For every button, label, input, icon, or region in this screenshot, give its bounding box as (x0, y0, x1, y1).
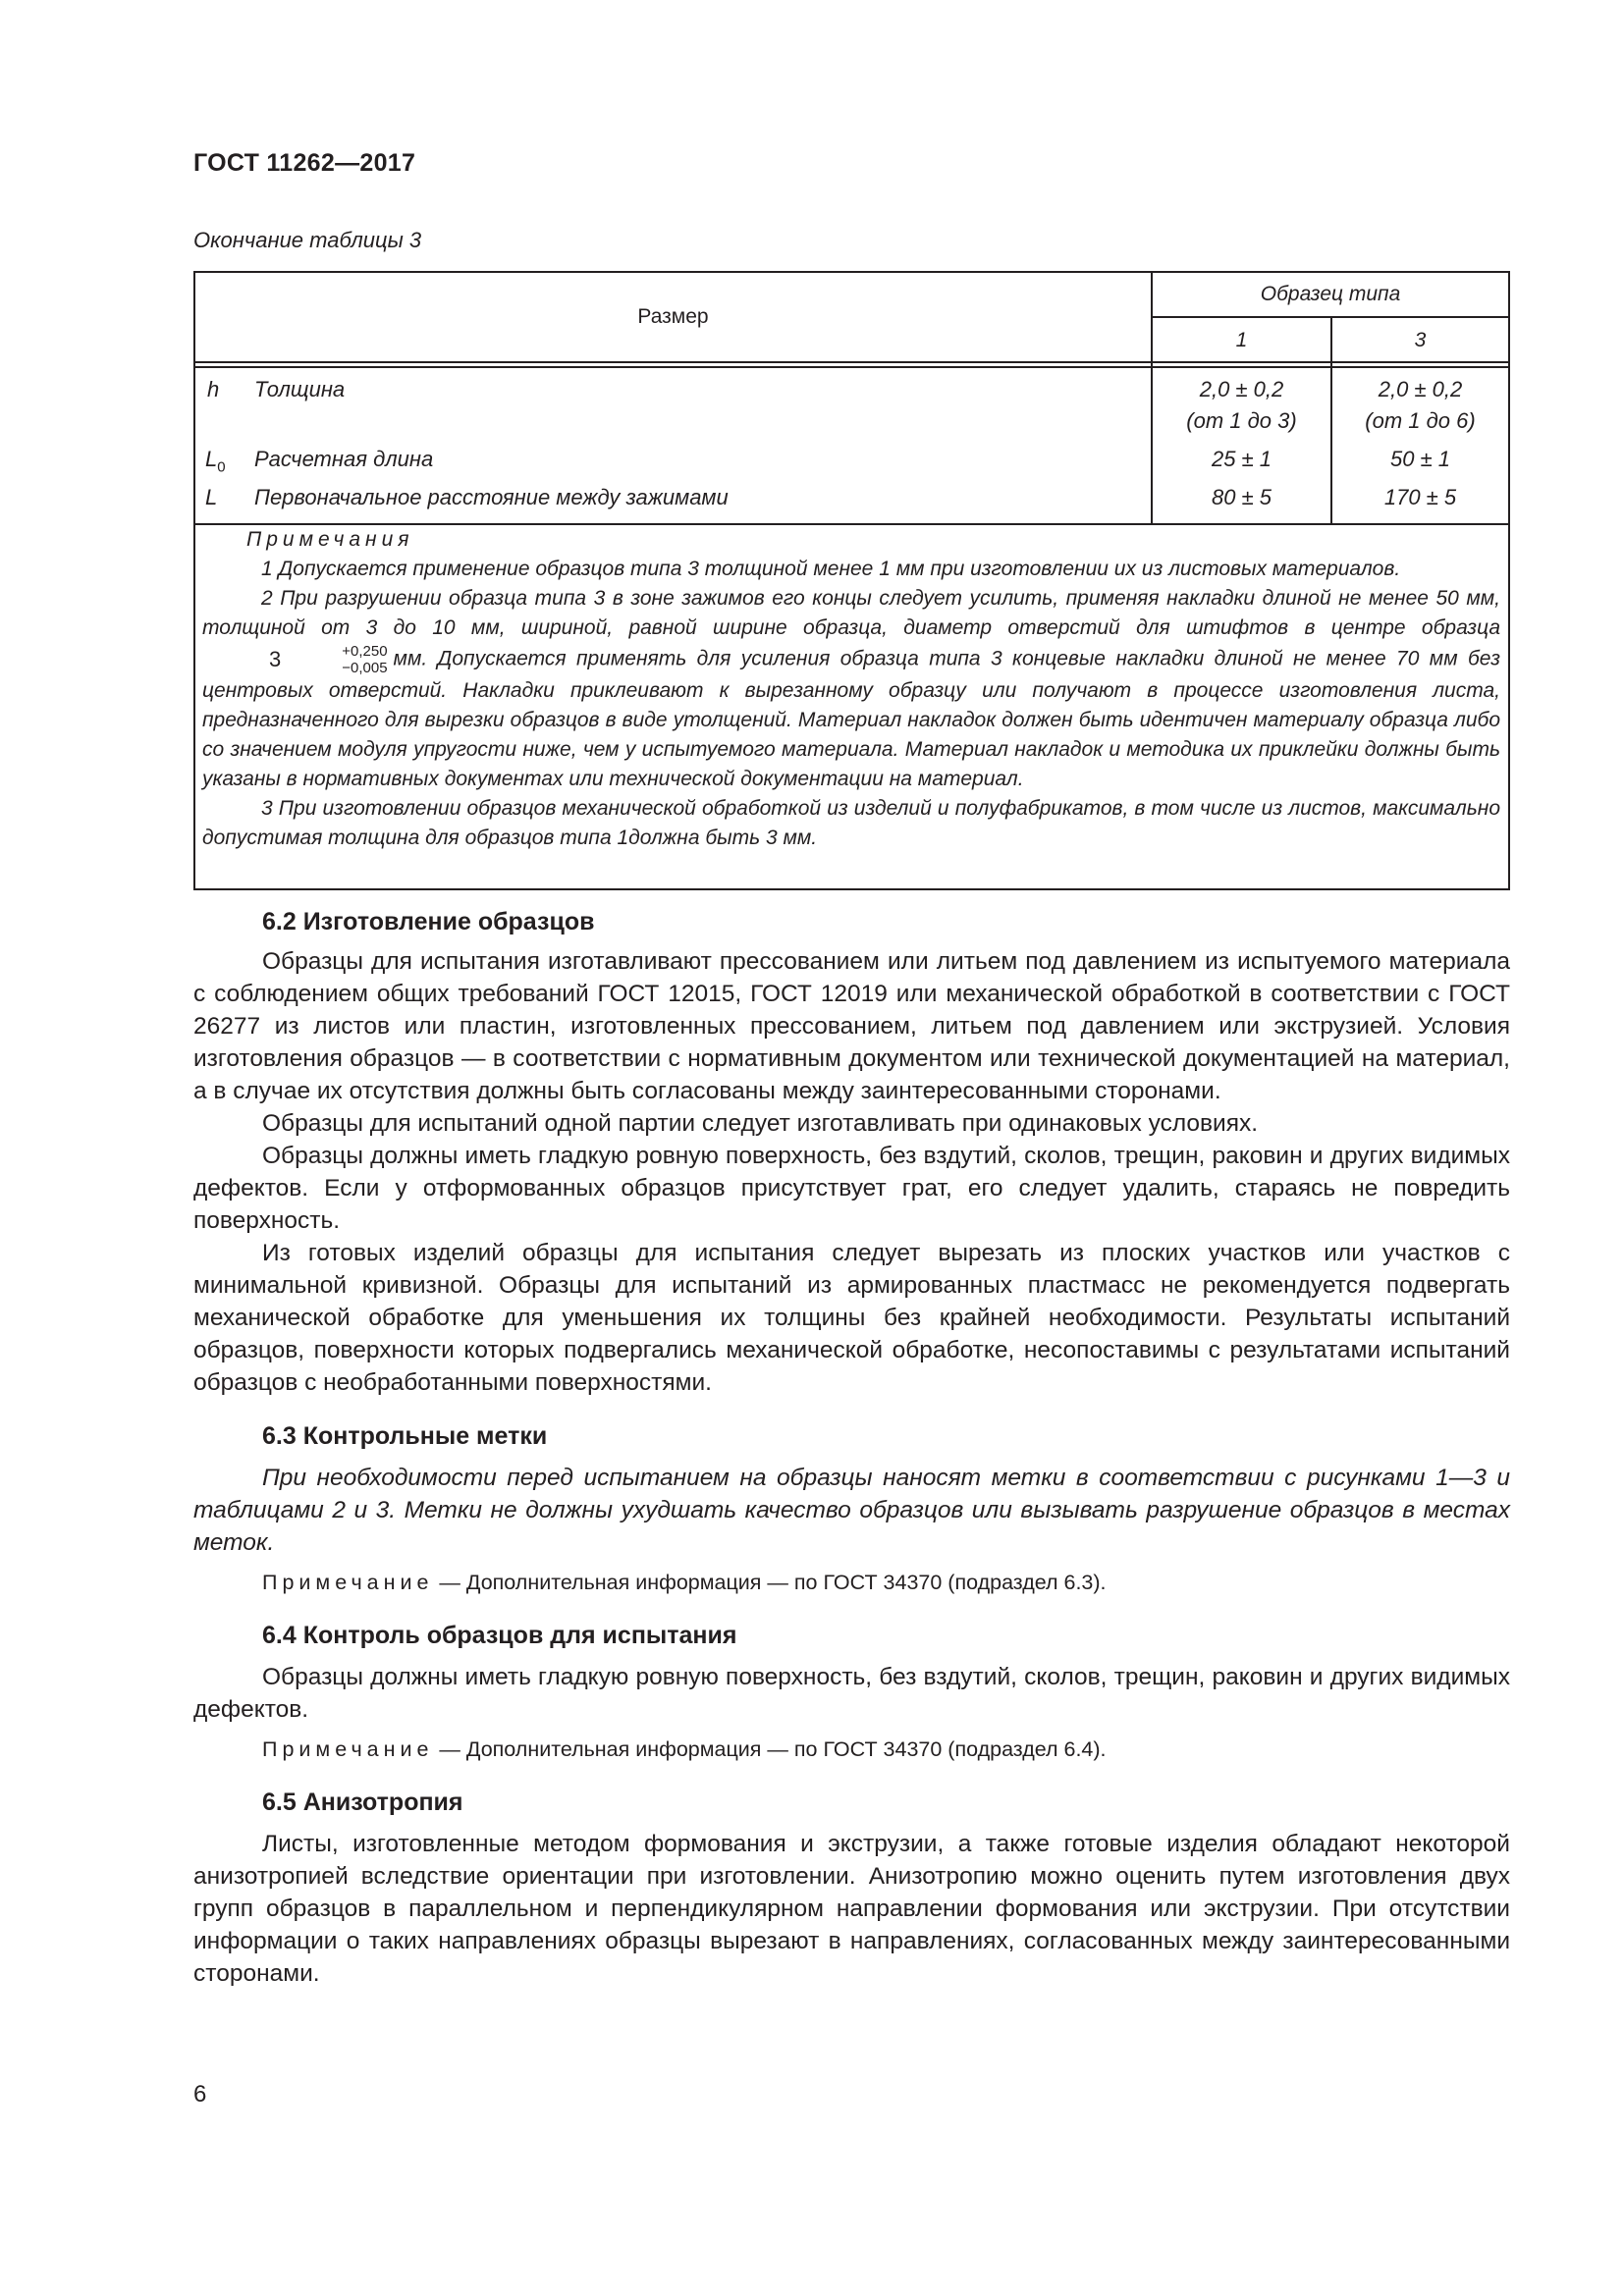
note-1: 1 Допускается применение образцов типа 3 толщиной менее 1 мм при изготовлении их из листовых материалов. (261, 558, 1401, 580)
note-2: 2 При разрушении образца типа 3 в зоне зажимов его концы следует усилить, применяя накладки длиной не менее 50 мм, толщиной от 3 до 10 мм, шириной, равной ширине образца, диаметр отверстий для штифтов в центре образца 3 +0,250 −0,005 мм. Допускается применять для усиления образца типа 3 концевые накладки длиной не менее 70 мм без центровых отверстий. Накладки приклеивают к вырезанному образцу или получают в процессе изготовления листа, предназначенного для вырезки образцов в виде утолщений. Материал накладок должен быть идентичен материалу образца либо со значением модуля упругости ниже, чем у испытуемого материала. Материал накладок и методика их приклейки должны быть указаны в нормативных документах или технической документации на материал. (202, 587, 1500, 790)
table-row-label: Первоначальное расстояние между зажимами (254, 485, 729, 509)
column-header-specimen-type: Образец типа (1260, 283, 1401, 305)
paragraph: При необходимости перед испытанием на образцы наносят метки в соответствии с рисунками 1—3 и таблицами 2 и 3. Метки не должны ухудшать качество образцов или вызывать разрушение образцов в местах меток. (193, 1465, 1510, 1556)
paragraph: Образцы должны иметь гладкую ровную поверхность, без вздутий, сколов, трещин, раковин и других видимых дефектов. Если у отформованных образцов присутствует грат, его следует удалить, стараясь не повредить поверхность. (193, 1143, 1510, 1234)
paragraph: Образцы должны иметь гладкую ровную поверхность, без вздутий, сколов, трещин, раковин и других видимых дефектов. (193, 1664, 1510, 1723)
paragraph: Листы, изготовленные методом формования и экструзии, а также готовые изделия обладают некоторой анизотропией вследствие ориентации при изготовлении. Анизотропию можно оценить путем изготовления двух групп образцов в параллельном и перпендикулярном направлении формования или экструзии. При отсутствии информации о таких направлениях образцы вырезают в направлениях, согласованных между заинтересованными сторонами. (193, 1831, 1510, 1987)
table-cell-type1: 2,0 ± 0,2 (от 1 до 3) (1186, 377, 1297, 433)
page-number: 6 (193, 2081, 207, 2108)
section-heading-6-2: 6.2 Изготовление образцов (262, 908, 595, 935)
table-row-symbol: h (207, 377, 220, 401)
section-heading-6-5: 6.5 Анизотропия (262, 1789, 463, 1816)
document-code: ГОСТ 11262—2017 (193, 149, 416, 177)
paragraph: Образцы для испытания изготавливают прессованием или литьем под давлением из испытуемого материала с соблюдением общих требований ГОСТ 12015, ГОСТ 12019 или механической обработкой в соответствии с ГОСТ 26277 из листов или пластин, изготовленных прессованием, литьем под давлением или экструзией. Условия изготовления образцов — в соответствии с нормативным документом или технической документацией на материал, а в случае их отсутствия должны быть согласованы между заинтересованными сторонами. (193, 948, 1510, 1104)
table-notes (202, 525, 1500, 853)
table-cell-type1: 25 ± 1 (1211, 447, 1272, 471)
tolerance-value: 3 +0,250 −0,005 (269, 643, 388, 676)
table-row-symbol: $L_0$ (205, 447, 226, 476)
column-header-type-3: 3 (1414, 329, 1427, 351)
section-heading-6-3: 6.3 Контрольные метки (262, 1422, 548, 1450)
note-6-4: Примечание — Дополнительная информация — по ГОСТ 34370 (подраздел 6.4). (262, 1737, 1107, 1761)
table-caption: Окончание таблицы 3 (193, 228, 422, 252)
table-row-label: Расчетная длина (254, 447, 434, 471)
note-3: 3 При изготовлении образцов механической обработкой из изделий и полуфабрикатов, в том числе из листов, максимально допустимая толщина для образцов типа 1должна быть 3 мм. (202, 797, 1500, 849)
column-header-size: Размер (637, 305, 709, 328)
note-6-3: Примечание — Дополнительная информация — по ГОСТ 34370 (подраздел 6.3). (262, 1571, 1107, 1594)
column-header-type-1: 1 (1235, 329, 1248, 351)
table-cell-type3: 170 ± 5 (1383, 485, 1457, 509)
table-row-symbol: L (205, 485, 218, 509)
table-3 (193, 271, 1510, 890)
paragraph: Из готовых изделий образцы для испытания следует вырезать из плоских участков или участков с минимальной кривизной. Образцы для испытаний из армированных пластмасс не рекомендуется подвергать механической обработке для уменьшения их толщины без крайней необходимости. Результаты испытаний образцов, поверхности которых подвергались механической обработке, несопоставимы с результатами испытаний образцов с необработанными поверхностями. (193, 1240, 1510, 1396)
table-cell-type3: 2,0 ± 0,2 (от 1 до 6) (1365, 377, 1476, 433)
table-row-label: Толщина (254, 377, 346, 401)
section-heading-6-4: 6.4 Контроль образцов для испытания (262, 1622, 737, 1649)
notes-title: Примечания (246, 528, 414, 551)
table-cell-type3: 50 ± 1 (1389, 447, 1450, 471)
table-cell-type1: 80 ± 5 (1211, 485, 1272, 509)
document-body (193, 904, 1510, 1990)
paragraph: Образцы для испытаний одной партии следует изготавливать при одинаковых условиях. (262, 1110, 1259, 1137)
